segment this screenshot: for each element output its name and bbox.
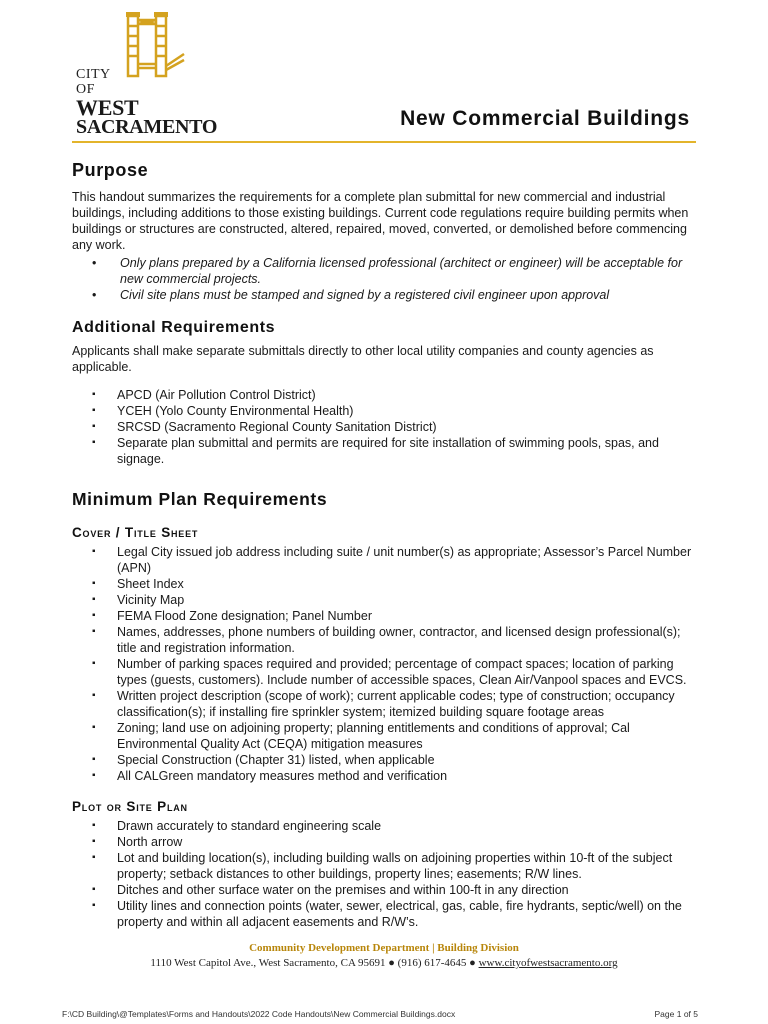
title-divider [72, 141, 696, 143]
logo-city-text: CITY [76, 67, 111, 82]
list-item: ▪ APCD (Air Pollution Control District) [72, 387, 696, 403]
purpose-heading: Purpose [72, 160, 149, 180]
footer-address [0, 957, 768, 969]
list-item: ▪ Special Construction (Chapter 31) listed, when applicable [72, 752, 696, 768]
site-plan-list [72, 818, 696, 930]
minimum-plan-requirements-section [72, 489, 696, 930]
list-item: ▪ Zoning; land use on adjoining property; planning entitlements and conditions of approval; Cal Environmental Quality Act (CEQA) mitigation measures [72, 720, 696, 752]
cover-sheet-list [72, 544, 696, 784]
tower-bridge-icon [118, 10, 186, 80]
agency-list [72, 387, 696, 467]
list-item: ▪ Names, addresses, phone numbers of building owner, contractor, and licensed design professional(s); title and registration information. [72, 624, 696, 656]
plot-site-plan-heading: Plot or Site Plan [72, 799, 188, 814]
purpose-paragraph: This handout summarizes the requirements for a complete plan submittal for new commercial and industrial buildings, including additions to those existing buildings. Current code regulations require building permits when buildings or structures are constructed, altered, repaired, moved, converted, or demolished before commencing any work. [72, 190, 689, 252]
city-website-link[interactable]: www.cityofwestsacramento.org [478, 957, 618, 969]
footer-address-text: 1110 West Capitol Ave., West Sacramento, CA 95691 ● (916) 617-4645 ● [150, 957, 479, 969]
additional-requirements-paragraph: Applicants shall make separate submittals directly to other local utility companies and county agencies as applicable. [72, 344, 654, 374]
logo-west-text: WEST [76, 95, 139, 120]
list-item: ▪ Vicinity Map [72, 592, 696, 608]
list-item: ▪ Lot and building location(s), including building walls on adjoining properties within 10-ft of the subject property; setback distances to other buildings, property lines; easements; R/W lines. [72, 850, 696, 882]
list-item: • Only plans prepared by a California licensed professional (architect or engineer) will be acceptable for new commercial projects. [72, 255, 696, 287]
additional-requirements-heading: Additional Requirements [72, 319, 276, 336]
logo-sacramento-text: SACRAMENTO [76, 116, 218, 138]
additional-requirements-section [72, 319, 696, 467]
list-item: ▪ Number of parking spaces required and provided; percentage of compact spaces; location of parking types (guests, customers). Include number of accessible spaces, Clean Air/Vanpool spaces and EVCS. [72, 656, 696, 688]
purpose-section [72, 160, 696, 303]
minimum-plan-requirements-heading: Minimum Plan Requirements [72, 489, 328, 509]
footer-file-path: F:\CD Building\@Templates\Forms and Handouts\2022 Code Handouts\New Commercial Buildings.docx [62, 1009, 456, 1019]
list-item: ▪ FEMA Flood Zone designation; Panel Number [72, 608, 696, 624]
list-item: ▪ SRCSD (Sacramento Regional County Sanitation District) [72, 419, 696, 435]
list-item: ▪ Sheet Index [72, 576, 696, 592]
cover-title-sheet-heading: Cover / Title Sheet [72, 525, 199, 540]
list-item: ▪ Drawn accurately to standard engineering scale [72, 818, 696, 834]
list-item: ▪ Legal City issued job address including suite / unit number(s) as appropriate; Assessor’s Parcel Number (APN) [72, 544, 696, 576]
logo-of-text: OF [76, 82, 95, 97]
city-logo [76, 10, 226, 138]
list-item: ▪ Utility lines and connection points (water, sewer, electrical, gas, cable, fire hydrants, septic/well) on the property and within all adjacent easements and R/W’s. [72, 898, 696, 930]
list-item: ▪ Ditches and other surface water on the premises and within 100-ft in any direction [72, 882, 696, 898]
purpose-bullet-list [72, 255, 696, 303]
page-number: Page 1 of 5 [654, 1009, 698, 1019]
footer-department: Community Development Department | Building Division [249, 942, 519, 954]
document-body [72, 160, 696, 930]
list-item: • Civil site plans must be stamped and signed by a registered civil engineer upon approval [72, 287, 696, 303]
list-item: ▪ Separate plan submittal and permits are required for site installation of swimming pools, spas, and signage. [72, 435, 696, 467]
list-item: ▪ Written project description (scope of work); current applicable codes; type of construction; occupancy classification(s); if installing fire sprinkler system; itemized building square footage areas [72, 688, 696, 720]
list-item: ▪ All CALGreen mandatory measures method and verification [72, 768, 696, 784]
list-item: ▪ YCEH (Yolo County Environmental Health) [72, 403, 696, 419]
list-item: ▪ North arrow [72, 834, 696, 850]
document-title: New Commercial Buildings [400, 107, 690, 130]
